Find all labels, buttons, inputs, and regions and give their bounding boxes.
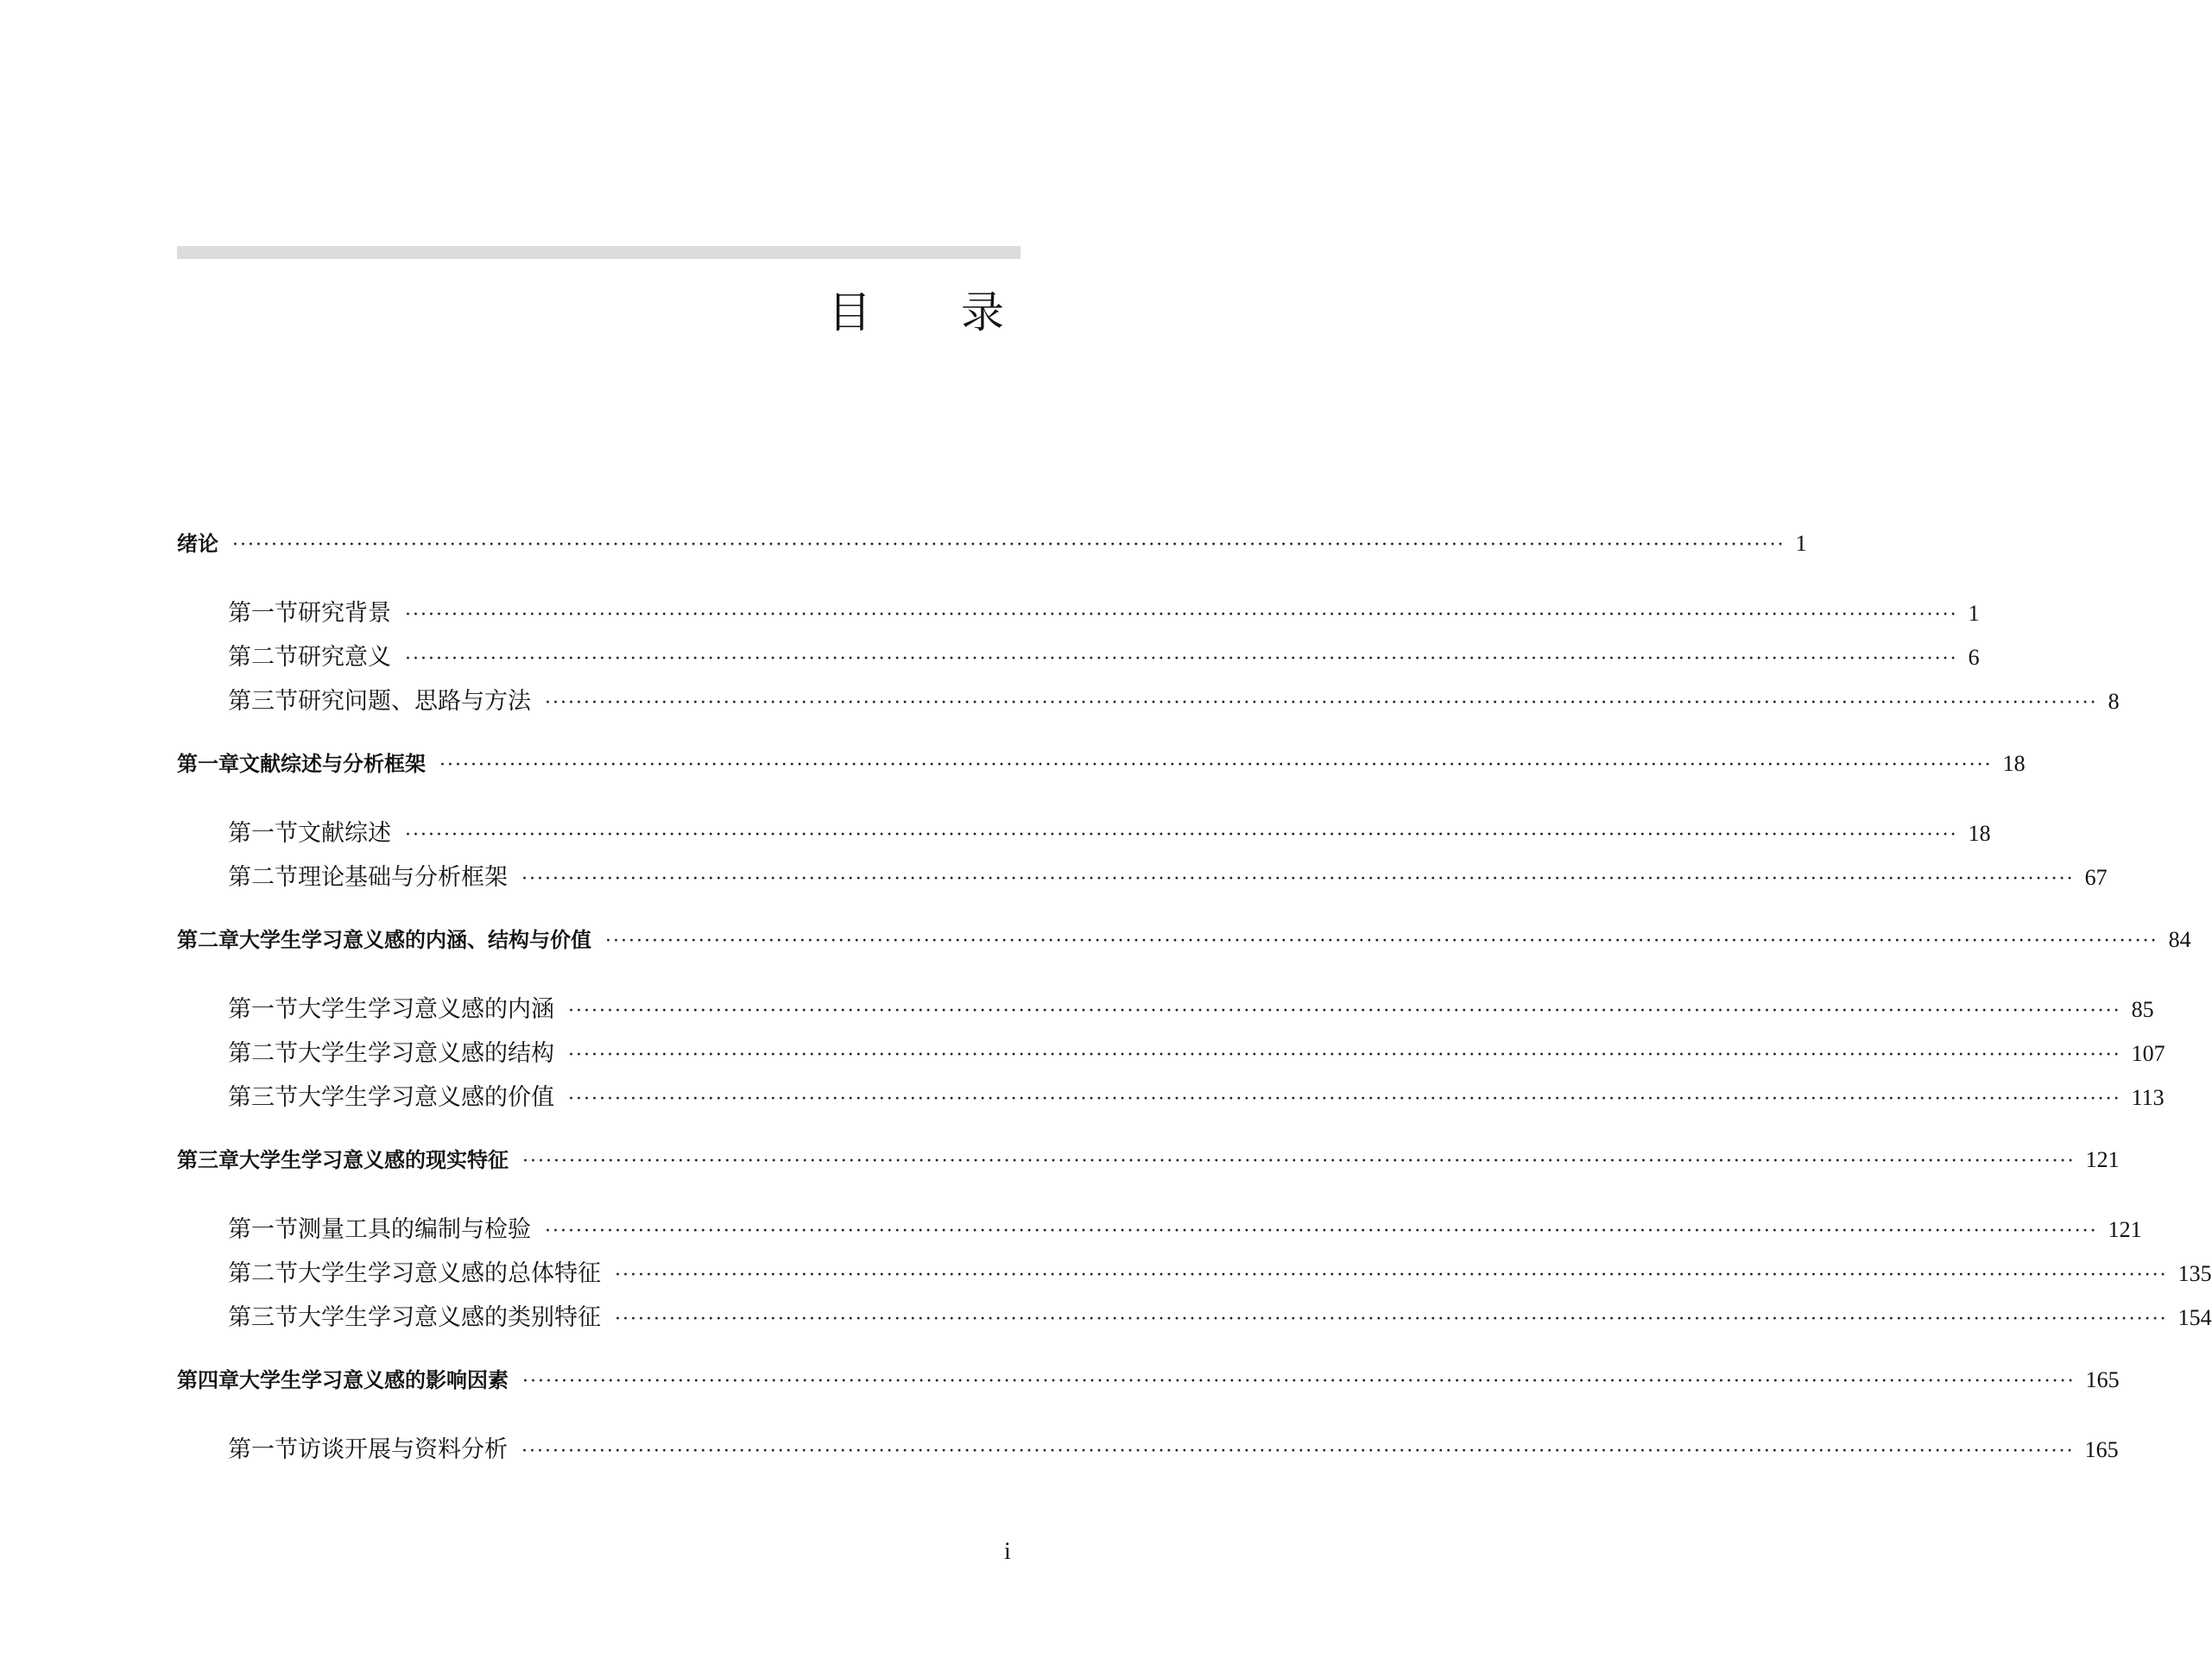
toc-entry-page: 67 xyxy=(2084,865,2108,890)
toc-entry-title: 文献综述 xyxy=(298,820,391,847)
toc-entry-title: 研究意义 xyxy=(298,644,391,671)
toc-entry[interactable] xyxy=(177,923,2191,967)
toc-entry-label: 第一节 xyxy=(228,996,298,1023)
toc-entry-title: 大学生学习意义感的内涵 xyxy=(298,996,554,1023)
dot-leader: ········································································································································································································ xyxy=(439,754,1993,776)
toc-entry[interactable] xyxy=(177,638,1980,682)
toc-entry-title: 研究背景 xyxy=(298,600,391,627)
toc-entry-page: 84 xyxy=(2168,927,2191,952)
dot-leader: ········································································································································································································ xyxy=(522,1151,2076,1172)
toc-entry-label: 第二节 xyxy=(228,644,298,671)
toc-entry[interactable] xyxy=(177,1034,2165,1078)
toc-entry-page: 107 xyxy=(2131,1041,2165,1066)
toc-entry-page: 135 xyxy=(2177,1261,2212,1286)
toc-entry-title: 理论基础与分析框架 xyxy=(298,864,508,891)
dot-leader: ········································································································································································································ xyxy=(545,1221,2098,1242)
toc-entry[interactable] xyxy=(177,682,2120,726)
toc-entry-title: 大学生学习意义感的类别特征 xyxy=(298,1304,601,1331)
dot-leader: ········································································································································································································ xyxy=(521,868,2075,890)
toc-entry-page: 113 xyxy=(2131,1085,2165,1110)
toc-entry-page: 85 xyxy=(2131,997,2154,1022)
toc-entry-page: 1 xyxy=(1795,531,1807,556)
toc-entry-page: 1 xyxy=(1968,601,1980,626)
page-title: 目 录 xyxy=(828,287,1042,338)
toc-entry-title: 大学生学习意义感的结构 xyxy=(298,1040,554,1067)
toc-entry-title: 访谈开展与资料分析 xyxy=(298,1436,508,1463)
table-of-contents xyxy=(177,527,2212,1474)
toc-entry-label: 第一节 xyxy=(228,820,298,847)
toc-entry-label: 第一节 xyxy=(228,1436,298,1463)
toc-entry[interactable] xyxy=(177,747,2026,791)
toc-entry-label: 第二节 xyxy=(228,1040,298,1067)
toc-entry[interactable] xyxy=(177,858,2108,902)
dot-leader: ········································································································································································································ xyxy=(232,534,1785,556)
toc-entry[interactable] xyxy=(177,1143,2120,1187)
toc-entry-title: 研究问题、思路与方法 xyxy=(298,688,531,715)
toc-entry-page: 154 xyxy=(2177,1305,2212,1330)
header-rule xyxy=(177,246,1021,259)
toc-entry-page: 6 xyxy=(1968,645,1980,670)
toc-entry-title: 测量工具的编制与检验 xyxy=(298,1216,531,1243)
toc-entry-label: 第四章 xyxy=(177,1368,239,1392)
toc-entry-label: 第三节 xyxy=(228,688,298,715)
dot-leader: ········································································································································································································ xyxy=(568,1044,2121,1066)
toc-entry-label: 第二节 xyxy=(228,864,298,891)
toc-entry-title: 大学生学习意义感的内涵、结构与价值 xyxy=(239,928,591,952)
toc-entry-label: 第一节 xyxy=(228,600,298,627)
toc-entry-label: 绪论 xyxy=(177,532,218,556)
dot-leader: ········································································································································································································ xyxy=(405,648,1958,670)
toc-entry-label: 第一节 xyxy=(228,1216,298,1243)
toc-entry-label: 第三章 xyxy=(177,1148,239,1172)
dot-leader: ········································································································································································································ xyxy=(605,931,2158,952)
toc-entry-title: 大学生学习意义感的总体特征 xyxy=(298,1260,601,1287)
toc-entry[interactable] xyxy=(177,594,1980,638)
toc-entry-page: 18 xyxy=(1968,821,1991,846)
toc-entry-title: 大学生学习意义感的价值 xyxy=(298,1084,554,1111)
toc-entry-label: 第一章 xyxy=(177,752,239,776)
toc-entry[interactable] xyxy=(177,1430,2119,1474)
dot-leader: ········································································································································································································ xyxy=(615,1309,2168,1330)
dot-leader: ········································································································································································································ xyxy=(405,604,1958,626)
dot-leader: ········································································································································································································ xyxy=(522,1371,2076,1392)
toc-entry-page: 121 xyxy=(2108,1217,2142,1242)
toc-entry[interactable] xyxy=(177,814,1991,858)
dot-leader: ········································································································································································································ xyxy=(405,824,1958,846)
toc-entry-page: 121 xyxy=(2085,1147,2120,1172)
dot-leader: ········································································································································································································ xyxy=(568,1000,2121,1022)
toc-entry[interactable] xyxy=(177,990,2154,1034)
toc-entry-label: 第二节 xyxy=(228,1260,298,1287)
dot-leader: ········································································································································································································ xyxy=(545,692,2098,714)
toc-entry-title: 大学生学习意义感的影响因素 xyxy=(239,1368,509,1392)
page-number: i xyxy=(1004,1538,1011,1565)
toc-entry-label: 第三节 xyxy=(228,1304,298,1331)
toc-entry[interactable] xyxy=(177,1363,2120,1407)
toc-entry-title: 大学生学习意义感的现实特征 xyxy=(239,1148,509,1172)
toc-entry[interactable] xyxy=(177,1210,2142,1254)
toc-entry[interactable] xyxy=(177,527,1807,571)
dot-leader: ········································································································································································································ xyxy=(521,1441,2075,1462)
dot-leader: ········································································································································································································ xyxy=(568,1088,2121,1110)
toc-entry-page: 165 xyxy=(2084,1437,2119,1462)
toc-entry-label: 第三节 xyxy=(228,1084,298,1111)
toc-entry[interactable] xyxy=(177,1254,2212,1298)
toc-entry-label: 第二章 xyxy=(177,928,239,952)
toc-entry-page: 18 xyxy=(2002,751,2026,776)
toc-entry-title: 文献综述与分析框架 xyxy=(239,752,426,776)
toc-entry-page: 165 xyxy=(2085,1367,2120,1392)
toc-entry-page: 8 xyxy=(2108,689,2120,714)
dot-leader: ········································································································································································································ xyxy=(615,1265,2168,1286)
toc-entry[interactable] xyxy=(177,1078,2165,1122)
toc-entry[interactable] xyxy=(177,1298,2212,1342)
